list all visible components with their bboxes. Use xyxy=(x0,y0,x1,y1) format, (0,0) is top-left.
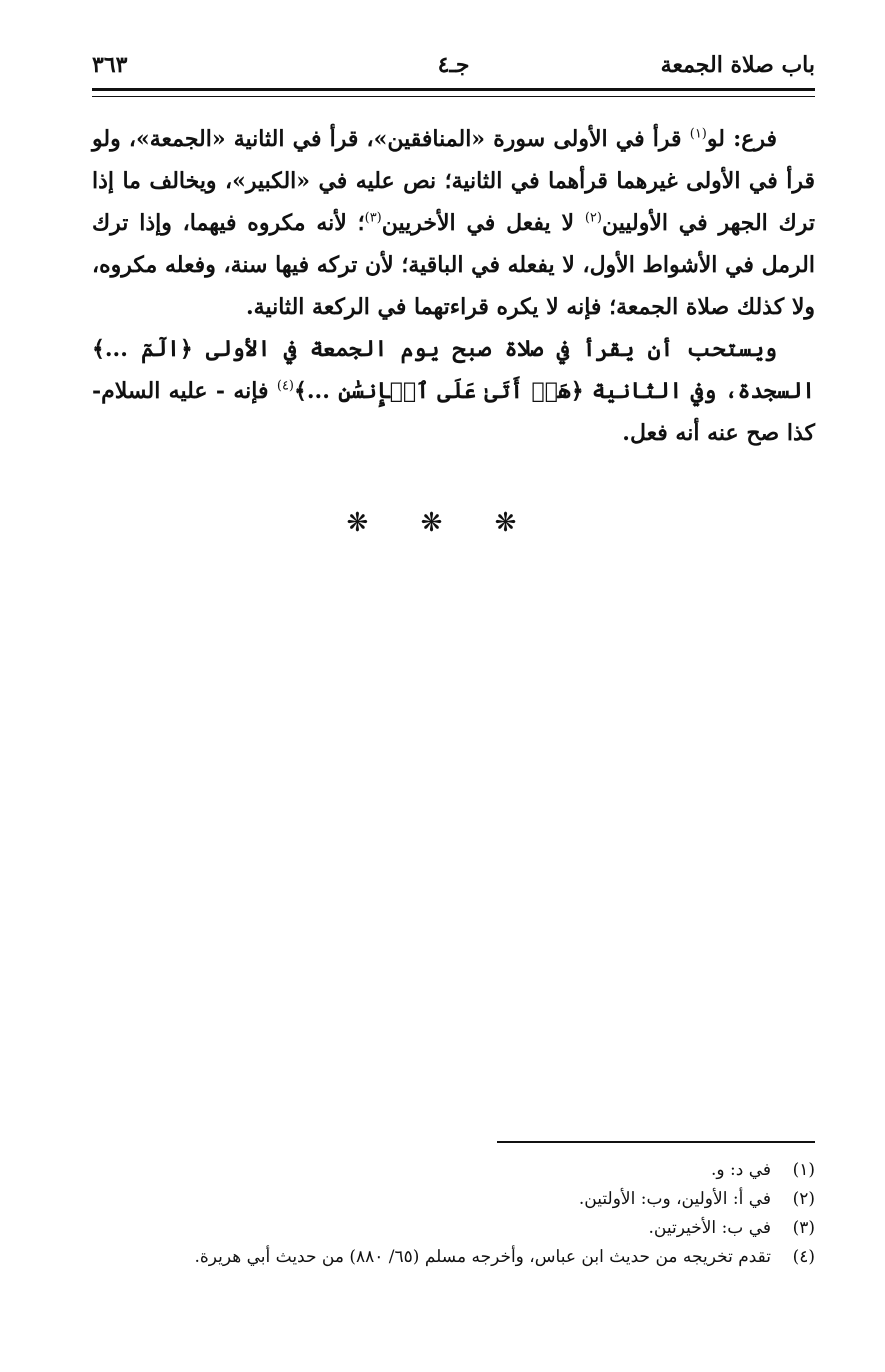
page-number: ٣٦٣ xyxy=(92,52,128,78)
footnote-text: في د: و. xyxy=(710,1160,771,1180)
footnote-marker-4: (٤) xyxy=(276,378,294,394)
footnote-text: في أ: الأولين، وب: الأولتين. xyxy=(578,1189,771,1209)
section-separator: ❋ ❋ ❋ xyxy=(346,508,539,538)
footnote-4 xyxy=(92,1243,815,1272)
volume-label: جـ٤ xyxy=(437,52,470,78)
footnote-number: (٣) xyxy=(792,1218,815,1238)
footnote-marker-3: (٣) xyxy=(364,210,382,226)
footnote-1 xyxy=(92,1156,815,1185)
paragraph-1 xyxy=(92,118,815,328)
main-text xyxy=(92,118,815,454)
footnote-3 xyxy=(92,1214,815,1243)
footnotes xyxy=(92,1156,815,1272)
running-header xyxy=(92,52,815,88)
footnote-2 xyxy=(92,1185,815,1214)
chapter-title: باب صلاة الجمعة xyxy=(660,52,815,78)
footnote-marker-2: (٢) xyxy=(584,210,602,226)
header-rule xyxy=(92,88,815,97)
footnote-rule xyxy=(497,1141,815,1143)
text-segment: فإنه - عليه السلام- كذا صح عنه أنه فعل. xyxy=(92,378,815,446)
footnote-text: في ب: الأخيرتين. xyxy=(648,1218,771,1238)
text-segment: ويستحب أن يقرأ في صلاة صبح يوم الجمعة في الأولى ﴿الٓمٓ ...﴾ السجدة، وفي الثانية ﴿هَلۡ أَتَىٰ عَلَى ٱلۡإِنسَٰنِ ...﴾ xyxy=(92,336,815,404)
text-segment: لا يفعل في الأخريين xyxy=(381,210,585,236)
text-segment: فرع: لو xyxy=(706,126,778,152)
footnote-number: (٢) xyxy=(792,1189,815,1209)
footnote-text: تقدم تخريجه من حديث ابن عباس، وأخرجه مسلم (٦٥/ ٨٨٠) من حديث أبي هريرة. xyxy=(194,1247,771,1267)
footnote-number: (٤) xyxy=(792,1247,815,1267)
text-segment: ؛ لأنه مكروه فيهما، وإذا ترك الرمل في الأشواط الأول، لا يفعله في الباقية؛ لأن تركه فيها سنة، وفعله مكروه، ولا كذلك صلاة الجمعة؛ فإنه لا يكره قراءتهما في الركعة الثانية. xyxy=(92,210,815,320)
footnote-number: (١) xyxy=(792,1160,815,1180)
paragraph-2 xyxy=(92,328,815,454)
text-segment: قرأ في الأولى سورة «المنافقين»، قرأ في الثانية «الجمعة»، ولو قرأ في الأولى غيرهما قرأهما في الثانية؛ نص عليه في «الكبير»، ويخالف ما إذا ترك الجهر في الأوليين xyxy=(92,126,815,236)
footnote-marker-1: (١) xyxy=(689,126,707,142)
